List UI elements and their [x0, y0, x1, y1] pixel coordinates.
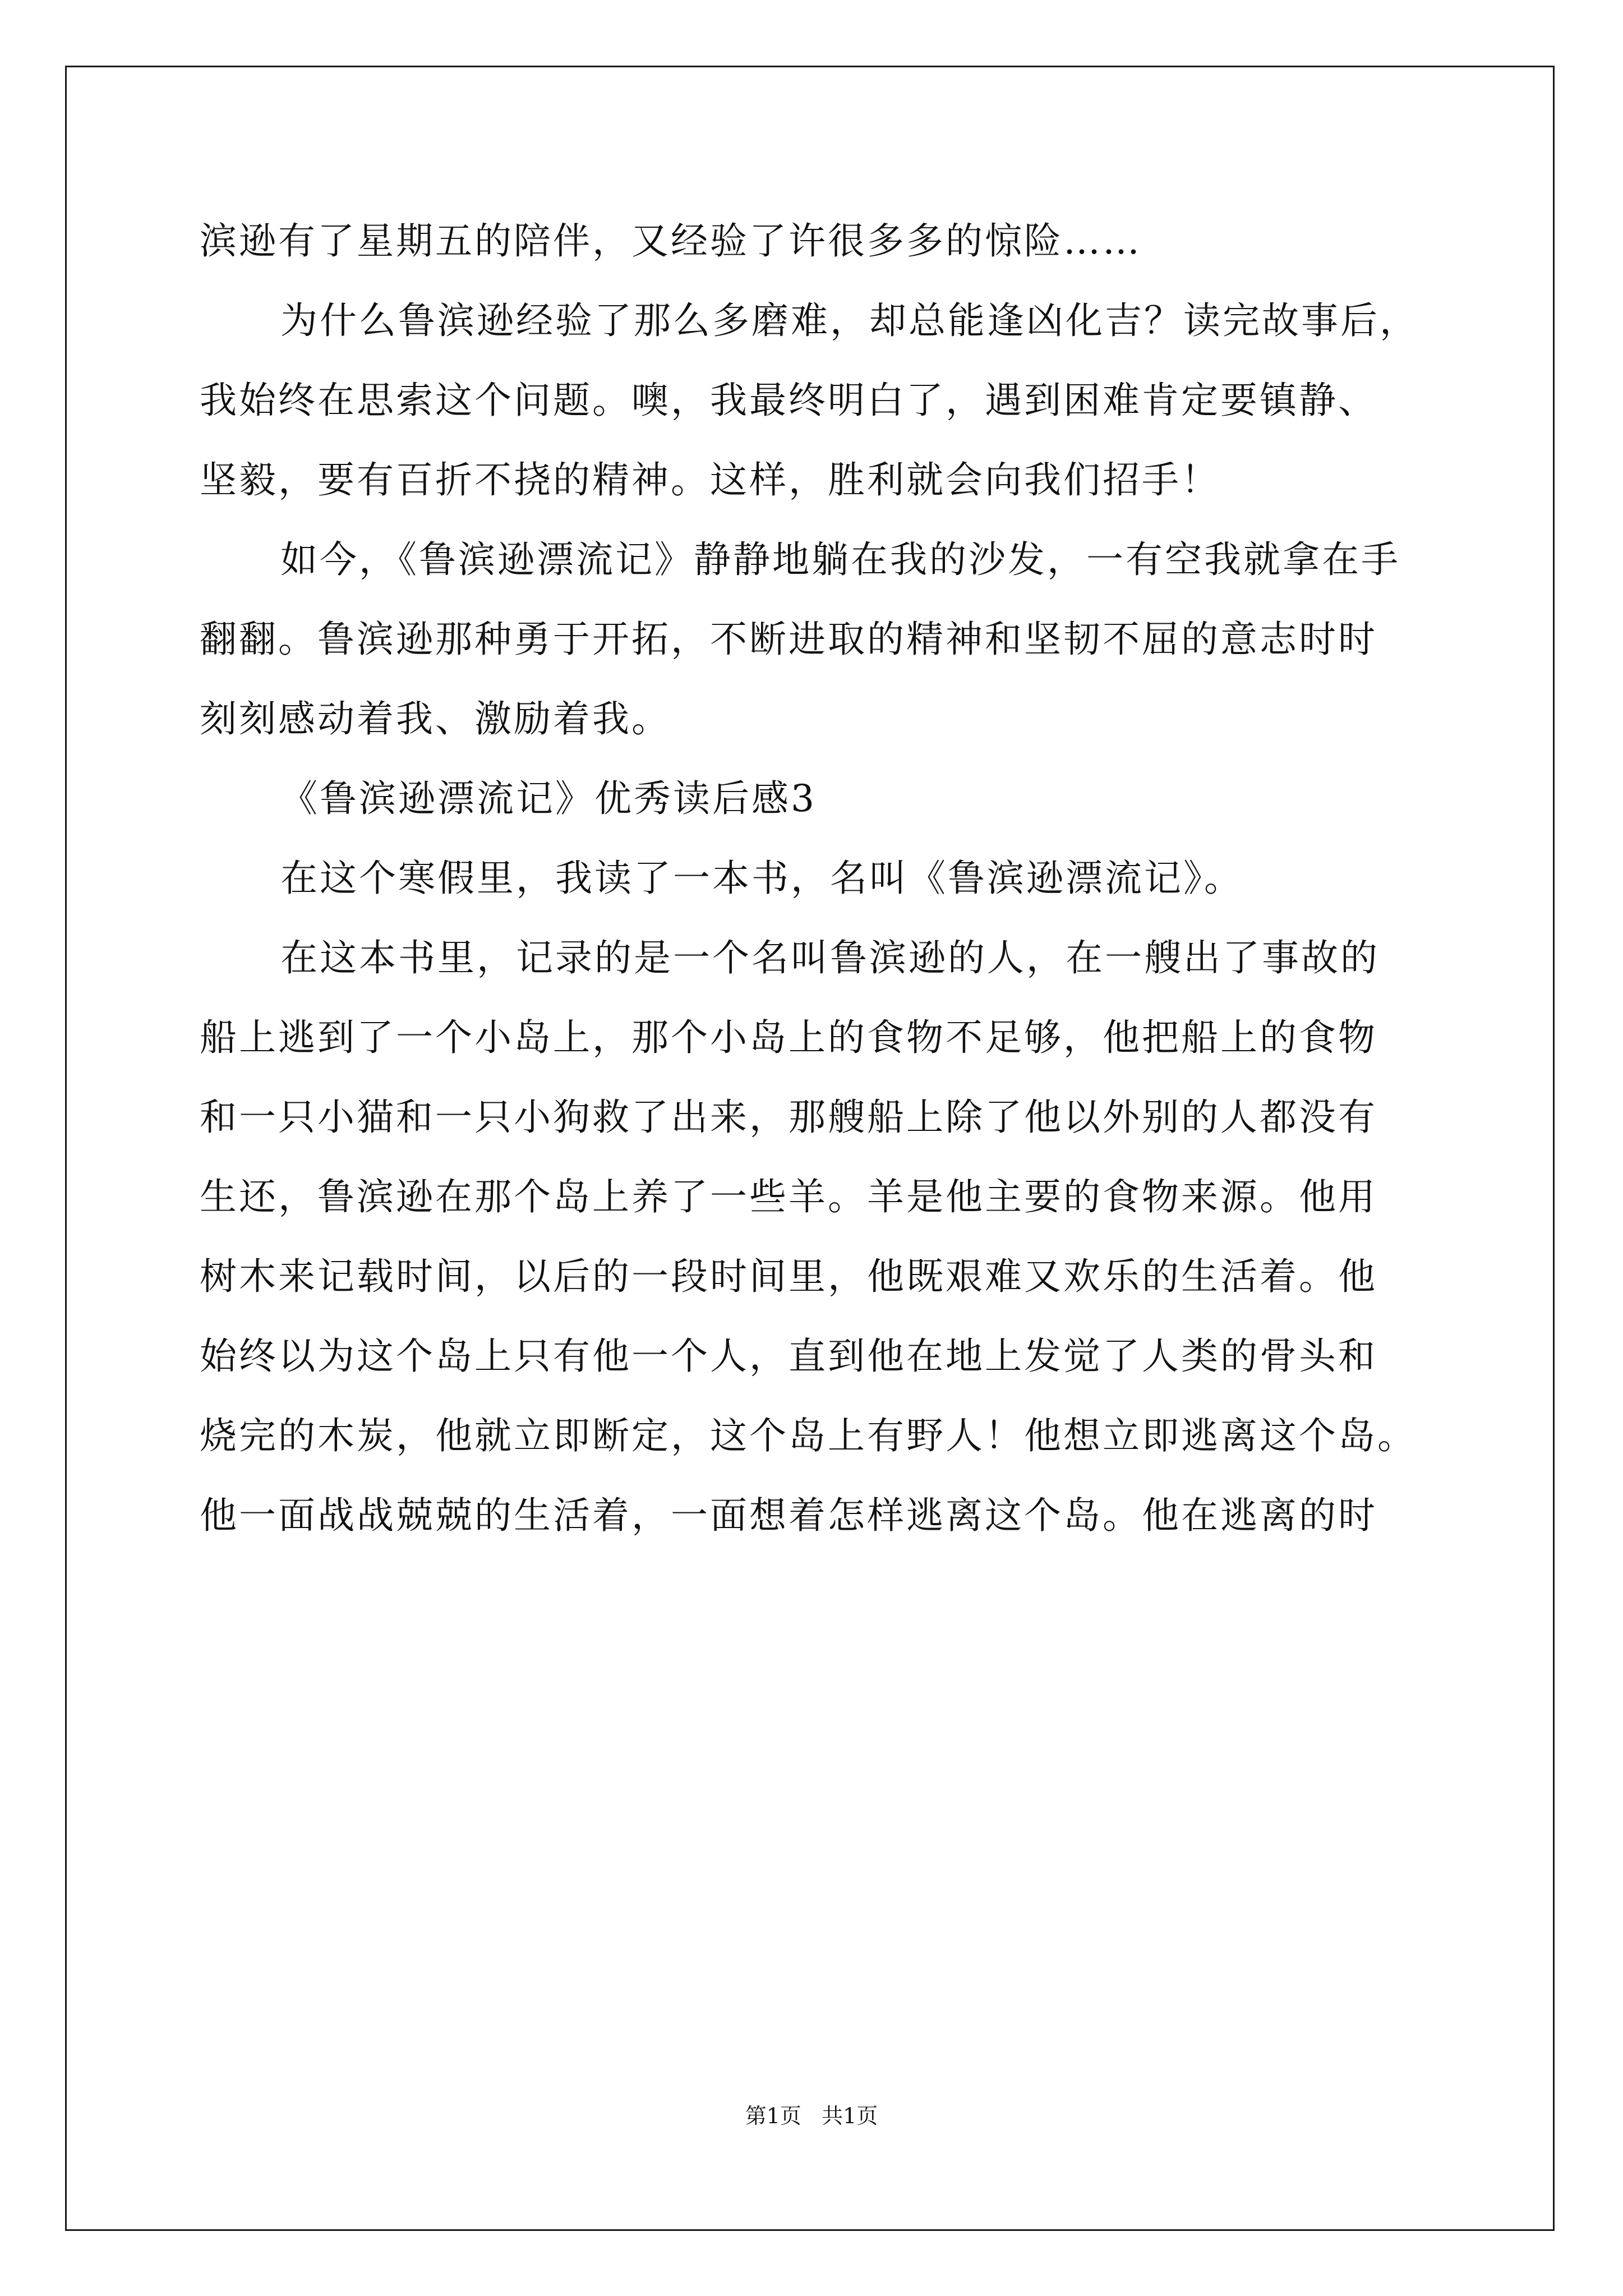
text-line: 为什么鲁滨逊经验了那么多磨难，却总能逢凶化吉？读完故事后， — [280, 299, 1419, 342]
text-line: 在这本书里，记录的是一个名叫鲁滨逊的人，在一艘出了事故的 — [280, 936, 1380, 979]
text-line: 他一面战战兢兢的生活着，一面想着怎样逃离这个岛。他在逃离的时 — [200, 1494, 1377, 1537]
text-line: 生还，鲁滨逊在那个岛上养了一些羊。羊是他主要的食物来源。他用 — [200, 1175, 1377, 1218]
text-line: 翻翻。鲁滨逊那种勇于开拓，不断进取的精神和坚韧不屈的意志时时 — [200, 618, 1377, 661]
text-line: 滨逊有了星期五的陪伴，又经验了许很多多的惊险…… — [200, 219, 1142, 263]
text-line: 树木来记载时间，以后的一段时间里，他既艰难又欢乐的生活着。他 — [200, 1255, 1377, 1298]
text-line: 坚毅，要有百折不挠的精神。这样，胜利就会向我们招手！ — [200, 458, 1220, 501]
text-line: 始终以为这个岛上只有他一个人，直到他在地上发觉了人类的骨头和 — [200, 1335, 1377, 1378]
text-line: 烧完的木炭，他就立即断定，这个岛上有野人！他想立即逃离这个岛。 — [200, 1414, 1417, 1457]
text-line: 在这个寒假里，我读了一本书，名叫《鲁滨逊漂流记》。 — [280, 857, 1243, 900]
text-line: 船上逃到了一个小岛上，那个小岛上的食物不足够，他把船上的食物 — [200, 1016, 1377, 1059]
text-line: 我始终在思索这个问题。噢，我最终明白了，遇到困难肯定要镇静、 — [200, 379, 1377, 422]
text-line: 和一只小猫和一只小狗救了出来，那艘船上除了他以外别的人都没有 — [200, 1096, 1377, 1139]
section-heading: 《鲁滨逊漂流记》优秀读后感3 — [280, 777, 817, 820]
text-line: 刻刻感动着我、激励着我。 — [200, 697, 671, 740]
page-footer: 第1页 共1页 — [745, 2104, 878, 2128]
text-line: 如今，《鲁滨逊漂流记》静静地躺在我的沙发，一有空我就拿在手 — [280, 538, 1400, 581]
